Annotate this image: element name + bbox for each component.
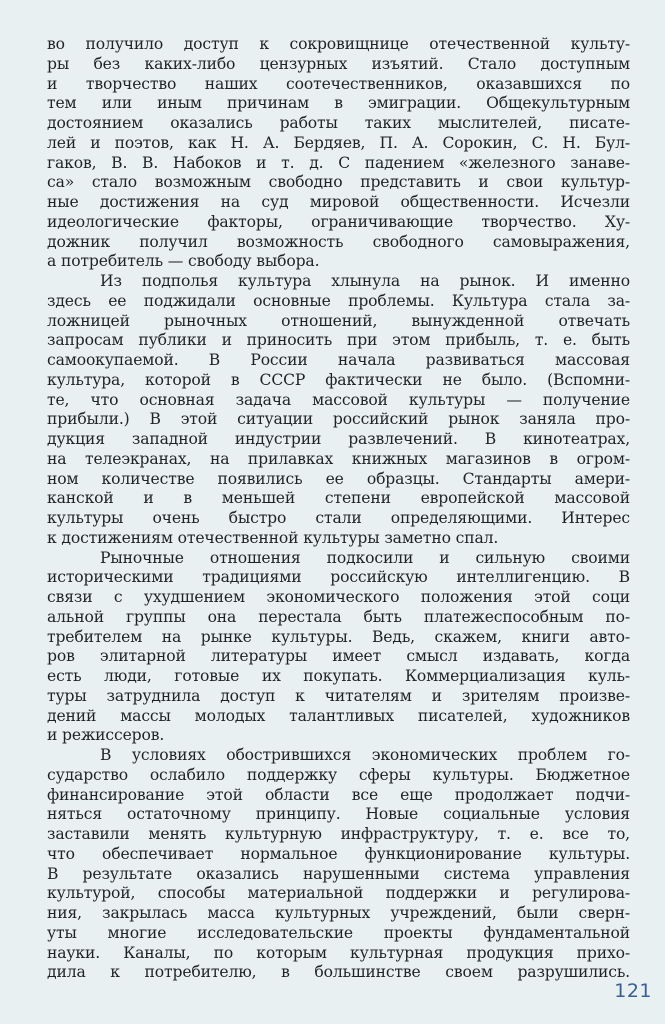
text-line: культурой, способы материальной поддержки и регулирова- — [47, 884, 630, 903]
text-line: няться остаточному принципу. Новые социальные условия — [47, 805, 630, 824]
text-line: ры без каких-либо цензурных изъятий. Стало доступным — [47, 54, 630, 73]
text-line: финансирование этой области все еще продолжает подчи- — [47, 785, 630, 804]
text-line: В результате оказались нарушенными система управления — [47, 864, 630, 883]
text-line: дукция западной индустрии развлечений. В кинотеатрах, — [47, 430, 630, 448]
page-number: 121 — [614, 980, 652, 1002]
text-line: связи с ухудшением экономического положения этой соци — [47, 588, 630, 606]
text-line: ном количестве появились ее образцы. Стандарты амери- — [47, 469, 630, 488]
text-line: сударство ослабило поддержку сферы культуры. Бюджетное — [47, 765, 630, 784]
text-line: к достижениям отечественной культуры заметно спал. — [47, 528, 499, 547]
text-line: достоянием оказались работы таких мыслителей, писате- — [47, 114, 630, 132]
text-line: есть люди, готовые их покупать. Коммерциализация куль- — [47, 667, 630, 685]
text-line: науки. Каналы, по которым культурная продукция прихо- — [47, 943, 630, 962]
text-line: са» стало возможным свободно представить и свои культур- — [47, 173, 630, 192]
text-line: те, что основная задача массовой культуры — получение — [47, 390, 630, 409]
text-line: заставили менять культурную инфраструктуру, т. е. все то, — [47, 825, 630, 843]
text-line: культуры очень быстро стали определяющими. Интерес — [47, 509, 630, 527]
body-text — [47, 35, 630, 983]
text-line: канской и в меньшей степени европейской массовой — [47, 489, 630, 508]
text-line: запросам публики и приносить при этом прибыль, т. е. быть — [47, 331, 630, 350]
text-line: идеологические факторы, ограничивающие творчество. Ху- — [47, 212, 630, 231]
text-line: лей и поэтов, как Н. А. Бердяев, П. А. Сорокин, С. Н. Бул- — [47, 133, 630, 152]
text-line: тем или иным причинам в эмиграции. Общекультурным — [47, 94, 630, 113]
text-line: ния, закрылась масса культурных учреждений, были сверн- — [47, 904, 630, 922]
text-line: прибыли.) В этой ситуации российский рынок заняла про- — [47, 410, 630, 429]
text-line: самоокупаемой. В России начала развиваться массовая — [47, 351, 630, 369]
text-line: В условиях обострившихся экономических проблем го- — [100, 746, 630, 764]
text-line: а потребитель — свободу выбора. — [47, 252, 320, 271]
text-line: здесь ее поджидали основные проблемы. Культура стала за- — [47, 291, 630, 310]
text-line: дений массы молодых талантливых писателей, художников — [47, 706, 630, 725]
text-line: что обеспечивает нормальное функционирование культуры. — [47, 844, 630, 863]
text-line: альной группы она перестала быть платежеспособным по- — [47, 607, 630, 626]
text-line: туры затруднила доступ к читателям и зрителям произве- — [47, 686, 630, 705]
text-line: дожник получил возможность свободного самовыражения, — [47, 232, 630, 251]
text-line: на телеэкранах, на прилавках книжных магазинов в огром- — [47, 449, 630, 468]
text-line: гаков, В. В. Набоков и т. д. С падением «железного занаве- — [47, 153, 630, 172]
text-line: и режиссеров. — [47, 726, 165, 745]
text-line: требителем на рынке культуры. Ведь, скажем, книги авто- — [47, 627, 630, 646]
text-line: во получило доступ к сокровищнице отечественной культу- — [47, 35, 630, 53]
text-line: ложницей рыночных отношений, вынужденной отвечать — [47, 311, 630, 330]
text-line: Рыночные отношения подкосили и сильную своими — [100, 548, 630, 567]
text-line: ные достижения на суд мировой общественности. Исчезли — [47, 193, 630, 211]
text-line: и творчество наших соотечественников, оказавшихся по — [47, 74, 630, 93]
text-line: культура, которой в СССР фактически не было. (Вспомни- — [47, 370, 630, 389]
text-line: историческими традициями российскую интеллигенцию. В — [47, 568, 630, 587]
text-line: дила к потребителю, в большинстве своем разрушились. — [47, 963, 630, 982]
text-line: Из подполья культура хлынула на рынок. И именно — [100, 272, 630, 290]
text-line: уты многие исследовательские проекты фундаментальной — [47, 923, 630, 942]
text-line: ров элитарной литературы имеет смысл издавать, когда — [47, 647, 630, 666]
